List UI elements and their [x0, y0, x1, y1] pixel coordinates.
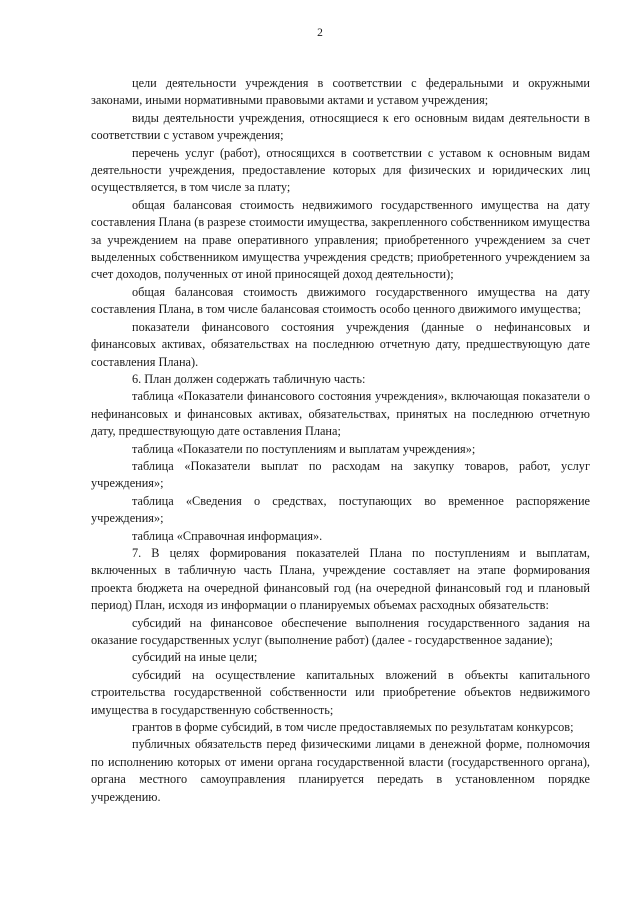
- paragraph: субсидий на иные цели;: [132, 650, 258, 665]
- document-body: [91, 75, 590, 806]
- paragraph: показатели финансового состояния учреждения (данные о нефинансовых и финансовых активах, обязательствах на последнюю отчетную дату, предшествующую дате составления Плана).: [91, 319, 590, 369]
- paragraph: субсидий на финансовое обеспечение выполнения государственного задания на оказание государственных услуг (выполнение работ) (далее - государственное задание);: [91, 615, 590, 647]
- paragraph: 6. План должен содержать табличную часть:: [132, 371, 366, 386]
- paragraph: таблица «Показатели финансового состояния учреждения», включающая показатели о нефинансовых и финансовых активах, обязательствах, принятых на последнюю отчетную дату, предшествующую дате оставления Плана;: [91, 389, 590, 439]
- paragraph: общая балансовая стоимость недвижимого государственного имущества на дату составления Плана (в разрезе стоимости имущества, закрепленного собственником имущества за учреждением на праве оперативного управления; приобретенного учреждением за счет выделенных собственником имущества учреждения средств; приобретенного учреждением за счет доходов, полученных от иной приносящей доход деятельности);: [91, 197, 590, 282]
- paragraph: публичных обязательств перед физическими лицами в денежной форме, полномочия по исполнению которых от имени органа государственной власти (государственного органа), органа местного самоуправления планируется передать в установленном порядке учреждению.: [91, 737, 590, 804]
- paragraph: цели деятельности учреждения в соответствии с федеральными и окружными законами, иными нормативными правовыми актами и уставом учреждения;: [91, 76, 590, 108]
- paragraph: таблица «Показатели по поступлениям и выплатам учреждения»;: [132, 441, 476, 456]
- paragraph: таблица «Сведения о средствах, поступающих во временное распоряжение учреждения»;: [91, 493, 590, 526]
- paragraph: 7. В целях формирования показателей Плана по поступлениям и выплатам, включенных в табличную часть Плана, учреждение составляет на этапе формирования проекта бюджета на очередной финансовый год (на очередной финансовый год и плановый период) План, исходя из информации о планируемых объемах расходных обязательств:: [91, 545, 590, 613]
- paragraph: виды деятельности учреждения, относящиеся к его основным видам деятельности в соответствии с уставом учреждения;: [91, 110, 590, 143]
- paragraph: таблица «Показатели выплат по расходам на закупку товаров, работ, услуг учреждения»;: [91, 458, 590, 491]
- paragraph: таблица «Справочная информация».: [132, 528, 323, 543]
- paragraph: грантов в форме субсидий, в том числе предоставляемых по результатам конкурсов;: [132, 720, 574, 735]
- paragraph: перечень услуг (работ), относящихся в соответствии с уставом к основным видам деятельности учреждения, предоставление которых для физических и юридических лиц осуществляется, в том числе за плату;: [91, 145, 590, 195]
- paragraph: субсидий на осуществление капитальных вложений в объекты капитального строительства государственной собственности или приобретение объектов недвижимого имущества в государственную собственность;: [91, 667, 590, 717]
- paragraph: общая балансовая стоимость движимого государственного имущества на дату составления Плана, в том числе балансовая стоимость особо ценного движимого имущества;: [91, 284, 590, 317]
- page-number: 2: [317, 27, 323, 39]
